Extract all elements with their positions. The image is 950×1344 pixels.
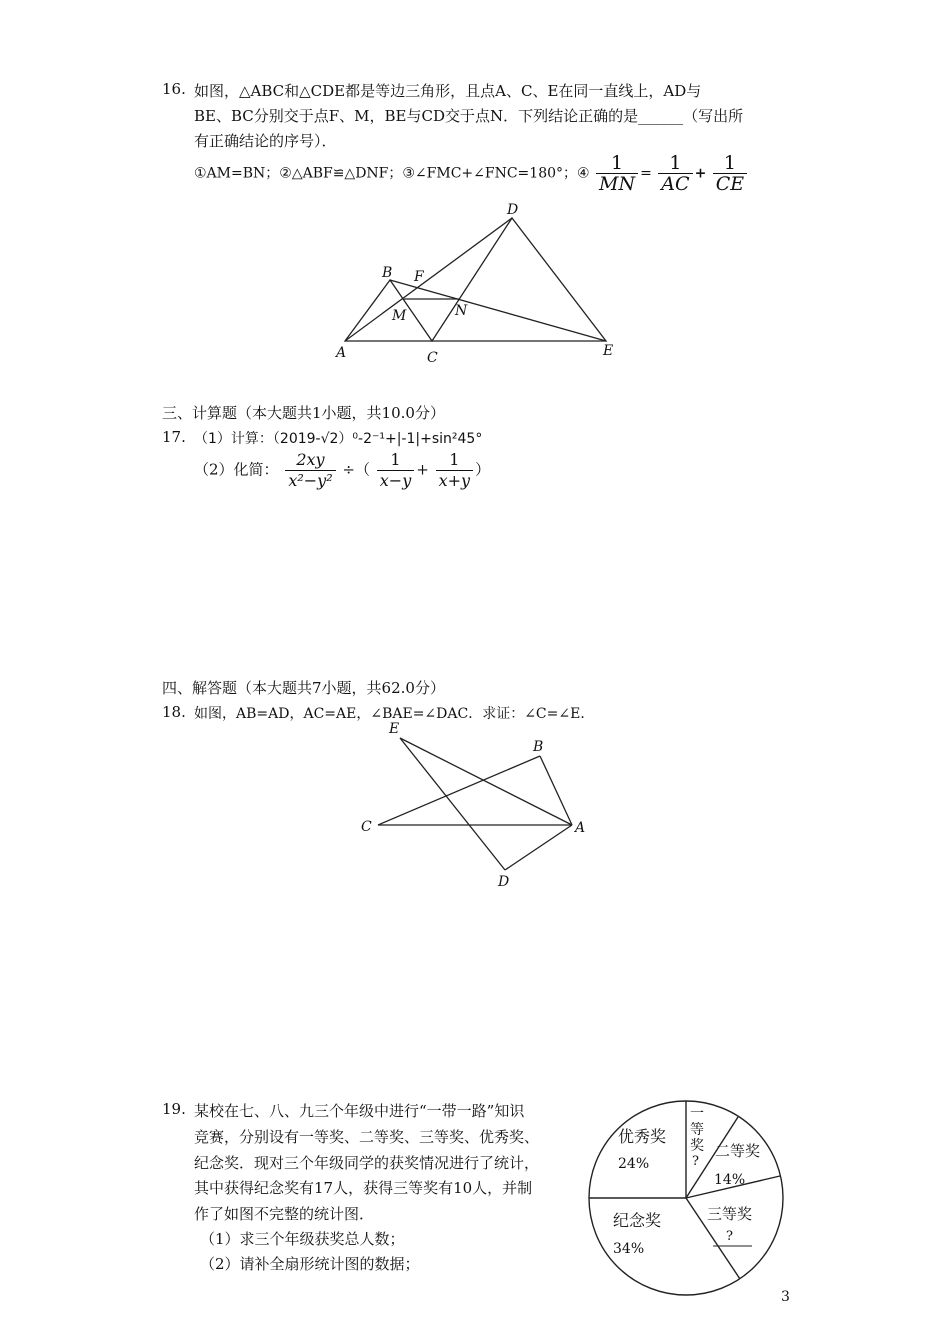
- q18-label-e: E: [389, 721, 400, 737]
- section4-title: 四、解答题（本大题共7小题，共62.0分）: [162, 679, 445, 697]
- q18-label-c: C: [361, 819, 372, 835]
- pie-label-yideng-3: 奖: [690, 1138, 704, 1154]
- q16-line3: 有正确结论的序号）．: [194, 132, 337, 150]
- q16-line1: 如图，△ABC和△CDE都是等边三角形，且点A、C、E在同一直线上，AD与: [194, 82, 702, 100]
- q16-options-text: ①AM=BN；②△ABF≌△DNF；③∠FMC+∠FNC=180°；④: [194, 165, 590, 182]
- q16-label-n: N: [455, 303, 468, 319]
- pie-pct-erdeng: 14%: [714, 1172, 746, 1188]
- q17-frac-xmy: $\frac{1}{x-y}$: [377, 450, 414, 491]
- q18-label-a: A: [575, 820, 586, 836]
- q17-part2-label: （2）化简：: [194, 460, 279, 479]
- page-number: 3: [781, 1289, 790, 1305]
- q19-line-2: 纪念奖．现对三个年级同学的获奖情况进行了统计，: [194, 1154, 540, 1172]
- q16-frac-mn: $\frac{1}{MN}$: [596, 153, 638, 194]
- q19-line-1: 竞赛，分别设有一等奖、二等奖、三等奖、优秀奖、: [194, 1128, 540, 1146]
- q17-part1: （1）计算：（2019-√2）⁰-2⁻¹+|-1|+sin²45°: [194, 431, 483, 447]
- q19-line-4: 作了如图不完整的统计图．: [194, 1205, 375, 1223]
- q16-number: 16.: [162, 80, 186, 98]
- q16-options: ①AM=BN；②△ABF≌△DNF；③∠FMC+∠FNC=180°；④ $\frac{1}{MN}$ = $\frac{1}{AC}$ + $\frac{1}{CE}$: [194, 153, 749, 194]
- pie-pct-jinian: 34%: [613, 1241, 645, 1257]
- pie-q-sandeng: ?: [726, 1229, 733, 1244]
- q16-label-e: E: [603, 343, 614, 359]
- pie-label-yideng-2: 等: [690, 1122, 704, 1138]
- pie-label-jinian: 纪念奖: [613, 1211, 662, 1230]
- q16-label-b: B: [382, 265, 393, 281]
- q18-text: 如图，AB=AD，AC=AE，∠BAE=∠DAC．求证：∠C=∠E．: [194, 706, 595, 722]
- q19-line-3: 其中获得纪念奖有17人，获得三等奖有10人，并制: [194, 1179, 533, 1197]
- q16-label-d: D: [507, 202, 519, 218]
- section3-title: 三、计算题（本大题共1小题，共10.0分）: [162, 404, 445, 422]
- pie-label-erdeng: 二等奖: [715, 1142, 761, 1160]
- pie-label-youxiu: 优秀奖: [618, 1127, 667, 1146]
- q16-figure: [330, 198, 630, 368]
- q16-label-m: M: [392, 308, 407, 324]
- pie-q-yideng: ?: [692, 1154, 699, 1169]
- pie-pct-youxiu: 24%: [618, 1156, 650, 1172]
- q18-figure: [355, 715, 595, 895]
- q19-line-5: （1）求三个年级获奖总人数；: [200, 1230, 405, 1248]
- q16-line2: BE、BC分别交于点F、M，BE与CD交于点N．下列结论正确的是______（写出所: [194, 107, 744, 125]
- q16-label-c: C: [427, 350, 438, 366]
- q17-part2: （2）化简： $\frac{2xy}{\text{x²−y²}}$ ÷（ $\frac{1}{x-y}$ + $\frac{1}{x+y}$ ）: [194, 450, 491, 490]
- q18-number: 18.: [162, 703, 186, 721]
- q17-frac-xpy: $\frac{1}{x+y}$: [436, 450, 473, 491]
- q19-line-0: 某校在七、八、九三个年级中进行“一带一路”知识: [194, 1102, 525, 1120]
- q16-label-a: A: [336, 345, 347, 361]
- q16-frac-ac: $\frac{1}{AC}$: [658, 153, 692, 194]
- q18-label-b: B: [533, 739, 544, 755]
- q19-pie-chart: [585, 1090, 800, 1305]
- pie-label-sandeng: 三等奖: [707, 1205, 753, 1223]
- q18-label-d: D: [498, 874, 510, 890]
- q16-label-f: F: [414, 269, 424, 285]
- q17-number: 17.: [162, 428, 186, 446]
- q19-number: 19.: [162, 1100, 186, 1118]
- q17-frac-2xy: $\frac{2xy}{\text{x²−y²}}$: [285, 450, 335, 491]
- q16-frac-ce: $\frac{1}{CE}$: [713, 153, 747, 194]
- q19-line-6: （2）请补全扇形统计图的数据；: [200, 1255, 420, 1273]
- pie-label-yideng-1: 一: [690, 1106, 704, 1122]
